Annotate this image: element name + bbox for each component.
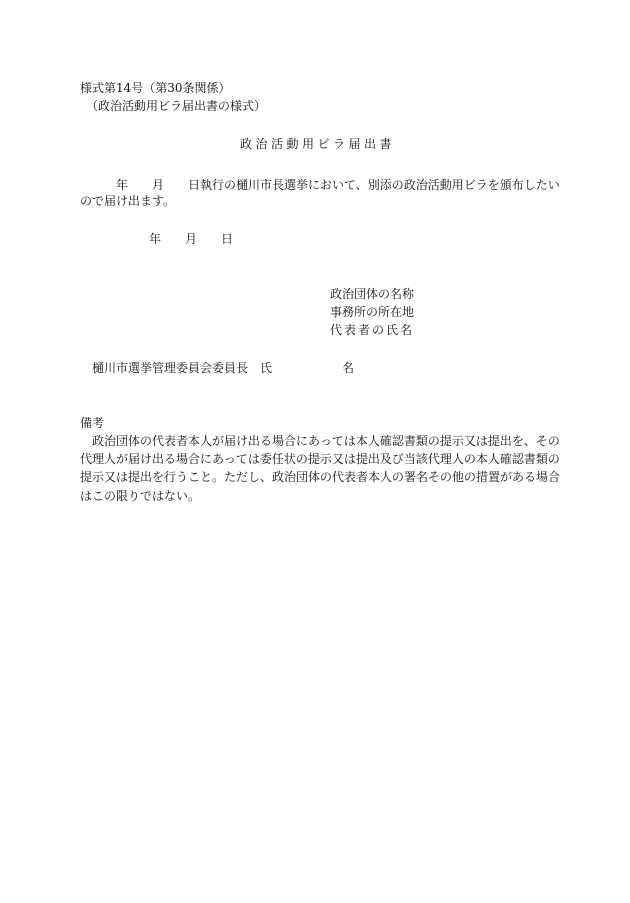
remarks-heading: 備考 bbox=[80, 416, 105, 430]
statement-year-label: 年 bbox=[116, 178, 129, 192]
date-month-label: 月 bbox=[185, 232, 198, 246]
form-number: 様式第14号（第30条関係） bbox=[80, 81, 231, 95]
date-day-label: 日 bbox=[221, 232, 234, 246]
remarks-line: 政治団体の代表者本人が届け出る場合にあっては本人確認書類の提示又は提出を、その bbox=[80, 434, 560, 448]
remarks-line: 代理人が届け出る場合にあっては委任状の提示又は提出及び当該代理人の本人確認書類の bbox=[80, 452, 560, 466]
statement-text: 日執行の樋川市長選挙において、別添の政治活動用ビラを頒布したい bbox=[188, 178, 560, 192]
remarks-line: 提示又は提出を行うこと。ただし、政治団体の代表者本人の署名その他の措置がある場合 bbox=[80, 470, 561, 484]
date-line bbox=[149, 231, 233, 247]
representative-name-label: 代表者の氏名 bbox=[330, 323, 415, 337]
remarks-line: はこの限りではない。 bbox=[80, 489, 201, 503]
form-subtitle: （政治活動用ビラ届出書の様式） bbox=[86, 99, 267, 113]
statement-month-label: 月 bbox=[152, 178, 165, 192]
org-name-label: 政治団体の名称 bbox=[330, 287, 415, 301]
addressee-suffix: 名 bbox=[342, 361, 355, 375]
addressee-title: 樋川市選挙管理委員会委員長 氏 bbox=[92, 361, 273, 375]
date-year-label: 年 bbox=[149, 232, 162, 246]
statement-line-2: ので届け出ます。 bbox=[80, 194, 176, 208]
statement-line-1 bbox=[116, 177, 560, 193]
document-title: 政治活動用ビラ届出書 bbox=[240, 137, 396, 151]
addressee-line bbox=[92, 360, 354, 376]
office-address-label: 事務所の所在地 bbox=[330, 305, 415, 319]
